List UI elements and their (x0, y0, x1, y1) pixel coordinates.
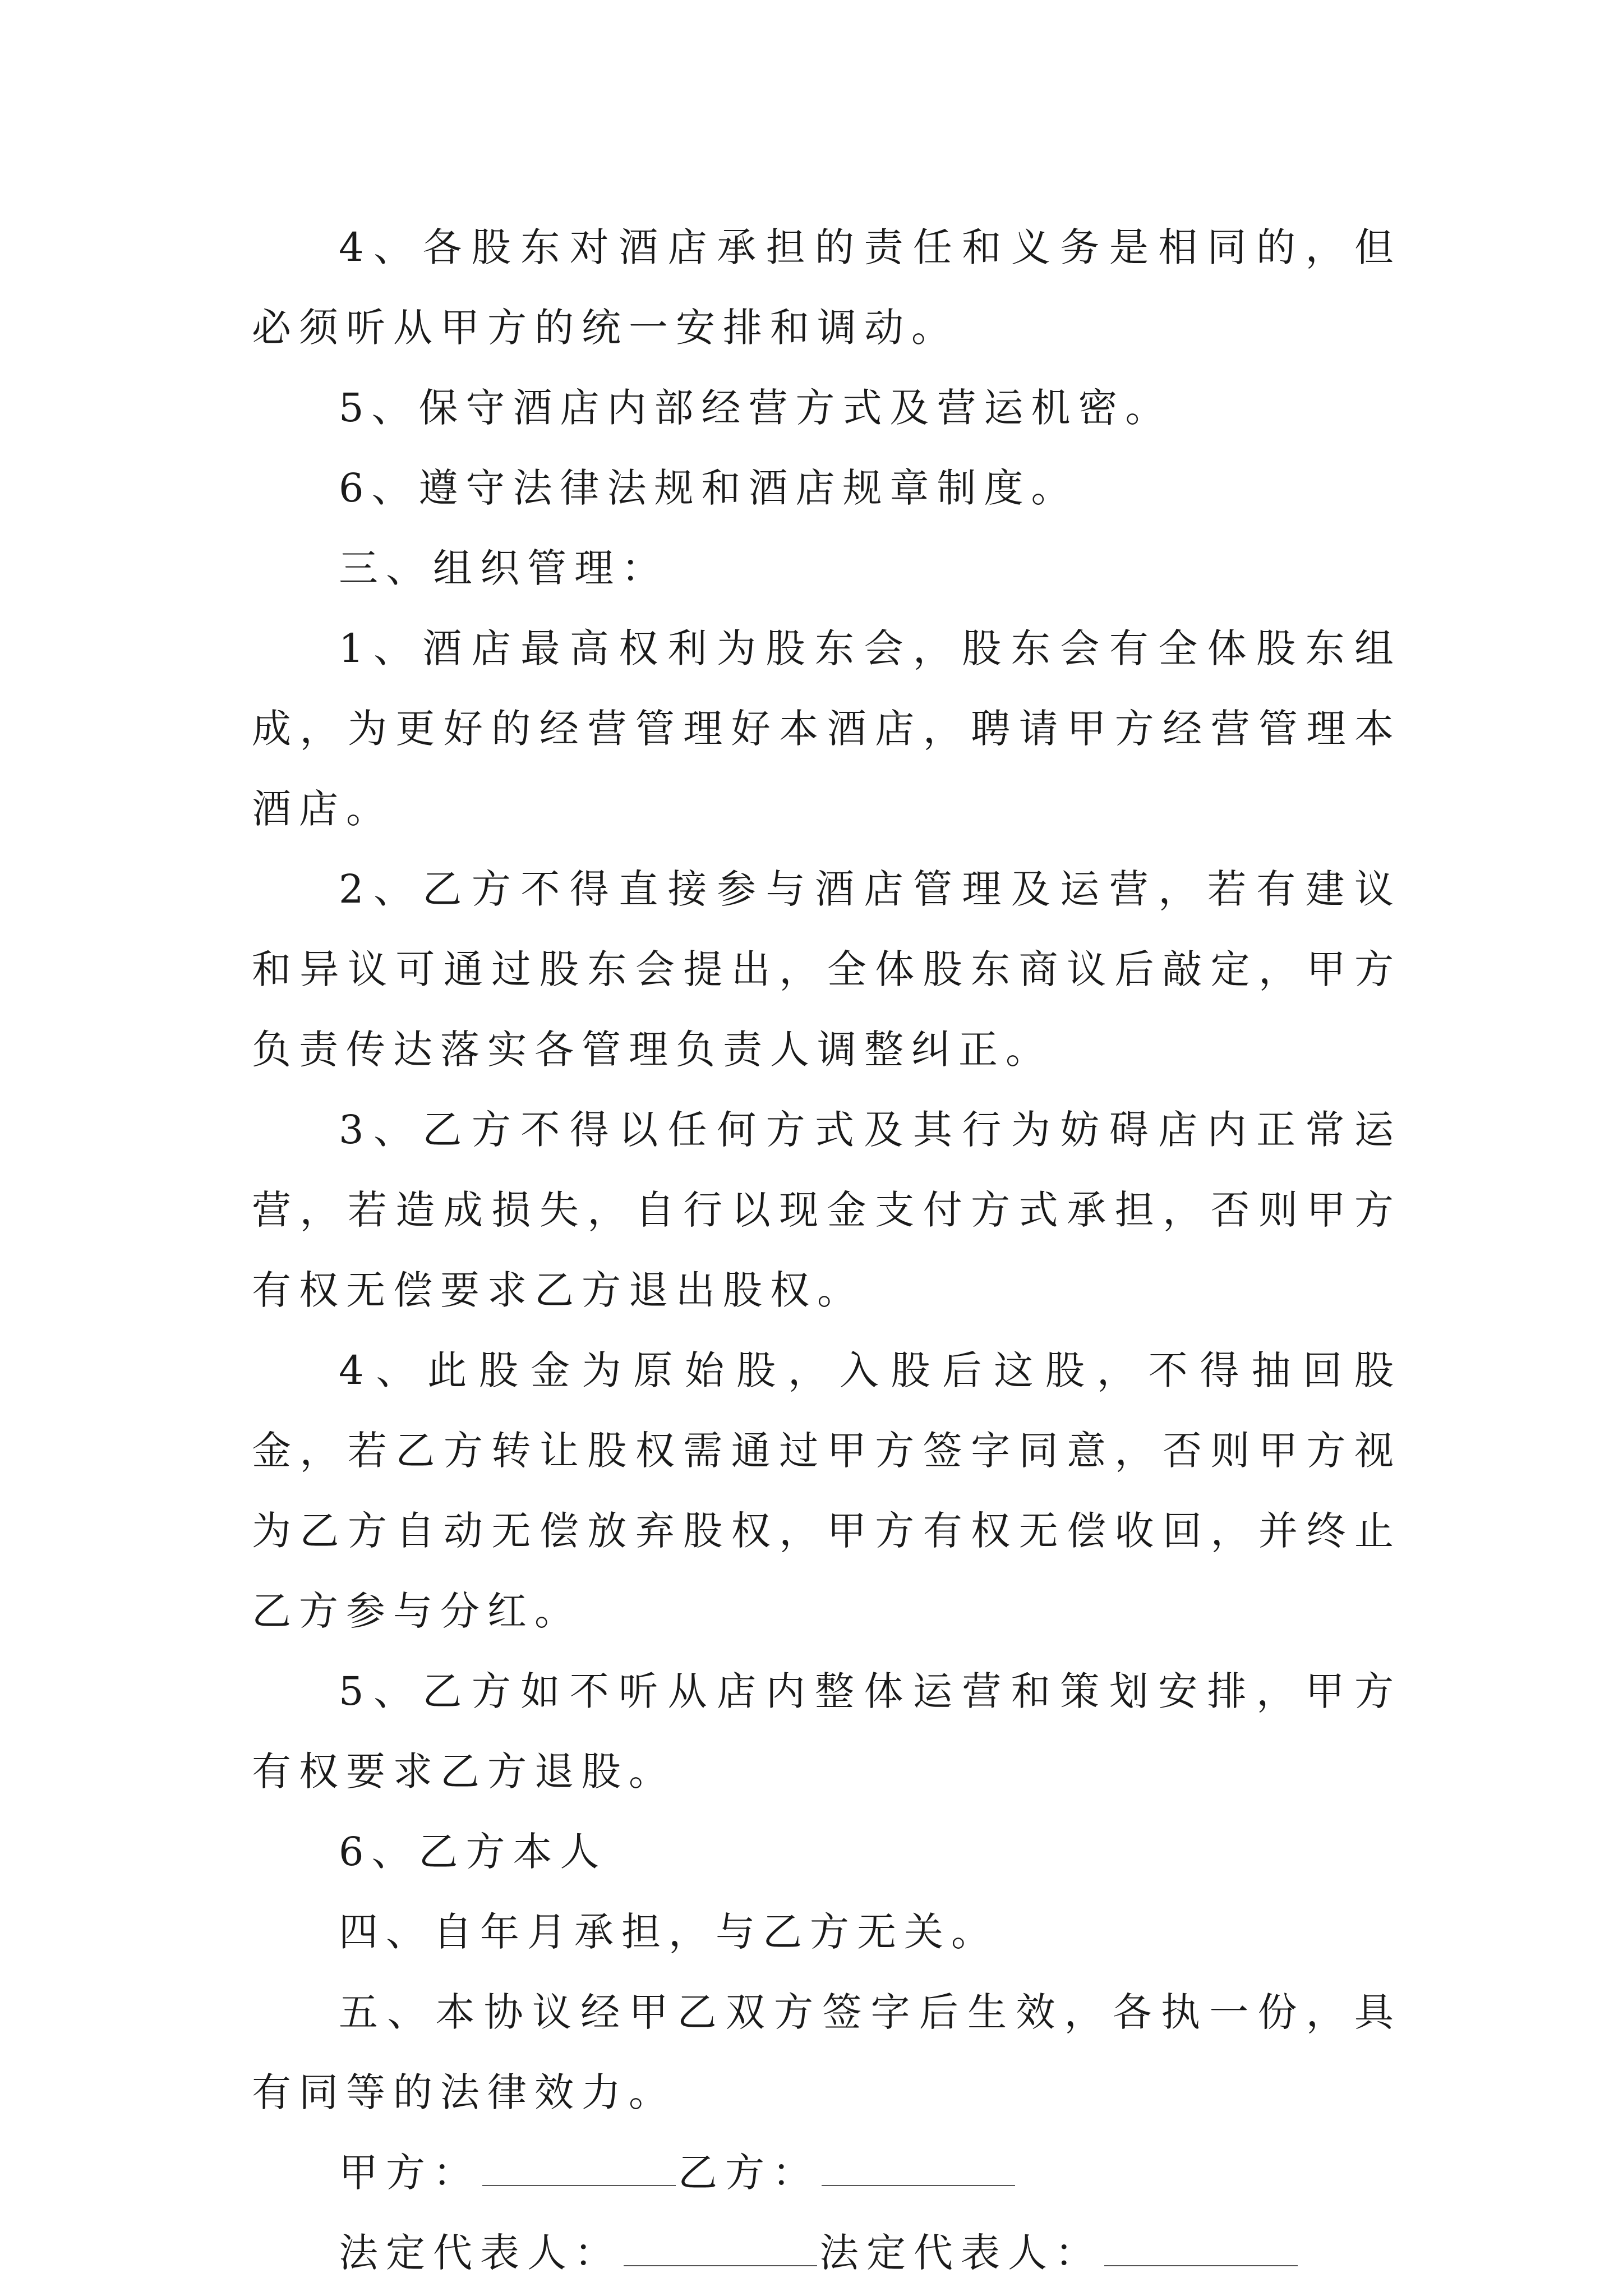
paragraph: 4、此股金为原始股，入股后这股，不得抽回股金，若乙方转让股权需通过甲方签字同意，否则甲方视为乙方自动无偿放弃股权，甲方有权无偿收回，并终止乙方参与分红。 (252, 1347, 1401, 1634)
paragraph: 6、遵守法律法规和酒店规章制度。 (339, 465, 1078, 511)
document-body (252, 208, 1401, 2293)
legal-rep-b-label: 法定代表人： (819, 2230, 1102, 2276)
party-b-signature-line (822, 2151, 1015, 2186)
legal-rep-b-signature-line (1104, 2231, 1298, 2266)
legal-rep-signature-row (252, 2213, 1401, 2293)
legal-rep-a-label: 法定代表人： (339, 2230, 621, 2276)
paragraph: 1、酒店最高权利为股东会，股东会有全体股东组成，为更好的经营管理好本酒店，聘请甲方经营管理本酒店。 (252, 625, 1401, 832)
party-a-label: 甲方： (339, 2150, 480, 2196)
party-a-signature-line (482, 2151, 676, 2186)
section-heading: 五、本协议经甲乙双方签字后生效，各执一份，具有同等的法律效力。 (252, 1989, 1401, 2115)
party-signature-row (252, 2133, 1401, 2213)
paragraph: 5、乙方如不听从店内整体运营和策划安排，甲方有权要求乙方退股。 (252, 1668, 1401, 1795)
paragraph: 2、乙方不得直接参与酒店管理及运营，若有建议和异议可通过股东会提出，全体股东商议后敲定，甲方负责传达落实各管理负责人调整纠正。 (252, 866, 1401, 1073)
paragraph: 5、保守酒店内部经营方式及营运机密。 (339, 385, 1173, 431)
paragraph: 4、各股东对酒店承担的责任和义务是相同的，但必须听从甲方的统一安排和调动。 (252, 224, 1401, 351)
paragraph: 3、乙方不得以任何方式及其行为妨碍店内正常运营，若造成损失，自行以现金支付方式承担，否则甲方有权无偿要求乙方退出股权。 (252, 1107, 1401, 1313)
section-heading: 三、组织管理： (339, 545, 668, 591)
party-b-label: 乙方： (678, 2150, 819, 2196)
section-heading: 四、自年月承担，与乙方无关。 (339, 1909, 998, 1955)
paragraph: 6、乙方本人 (339, 1829, 607, 1875)
legal-rep-a-signature-line (624, 2231, 817, 2266)
